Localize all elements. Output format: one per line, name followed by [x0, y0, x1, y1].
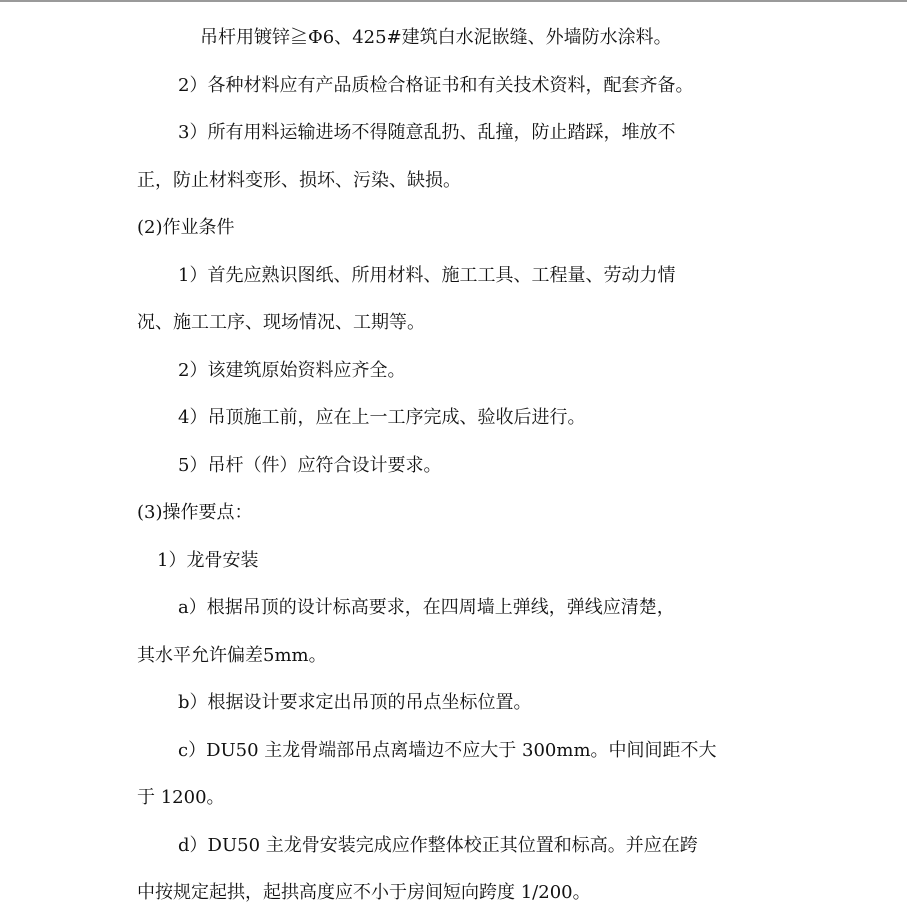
text-line-item-3-continued: 正，防止材料变形、损坏、污染、缺损。: [137, 169, 461, 191]
text-line-step-a-continued: 其水平允许偏差5mm。: [137, 644, 327, 666]
text-line-condition-1: 1）首先应熟识图纸、所用材料、施工工具、工程量、劳动力情: [178, 264, 676, 286]
text-line-materials: 吊杆用镀锌≧Φ6、425#建筑白水泥嵌缝、外墙防水涂料。: [200, 27, 672, 48]
text-line-condition-1-continued: 况、施工工序、现场情况、工期等。: [137, 312, 425, 333]
section-heading-operation-points: (3)操作要点：: [137, 502, 253, 523]
text-line-condition-2: 2）该建筑原始资料应齐全。: [178, 359, 406, 381]
window-top-border: [0, 0, 907, 2]
text-line-step-d: d）DU50 主龙骨安装完成应作整体校正其位置和标高。并应在跨: [178, 834, 698, 856]
text-line-step-c-continued: 于 1200。: [137, 787, 225, 808]
text-line-step-c: c）DU50 主龙骨端部吊点离墙边不应大于 300mm。中间间距不大: [178, 739, 717, 761]
text-line-condition-5: 5）吊杆（件）应符合设计要求。: [178, 454, 442, 476]
section-heading-work-conditions: (2)作业条件: [137, 217, 235, 238]
text-line-step-d-continued: 中按规定起拱，起拱高度应不小于房间短向跨度 1/200。: [137, 882, 591, 903]
text-line-step-a: a）根据吊顶的设计标高要求，在四周墙上弹线，弹线应清楚，: [178, 597, 675, 618]
text-line-step-b: b）根据设计要求定出吊顶的吊点坐标位置。: [178, 692, 532, 713]
text-line-item-2-certificates: 2）各种材料应有产品质检合格证书和有关技术资料，配套齐备。: [178, 74, 694, 96]
text-line-condition-4: 4）吊顶施工前，应在上一工序完成、验收后进行。: [178, 407, 586, 428]
document-page: [137, 14, 777, 917]
text-line-item-3-transport: 3）所有用料运输进场不得随意乱扔、乱撞，防止踏踩，堆放不: [178, 122, 676, 143]
subheading-keel-installation: 1）龙骨安装: [157, 549, 259, 571]
